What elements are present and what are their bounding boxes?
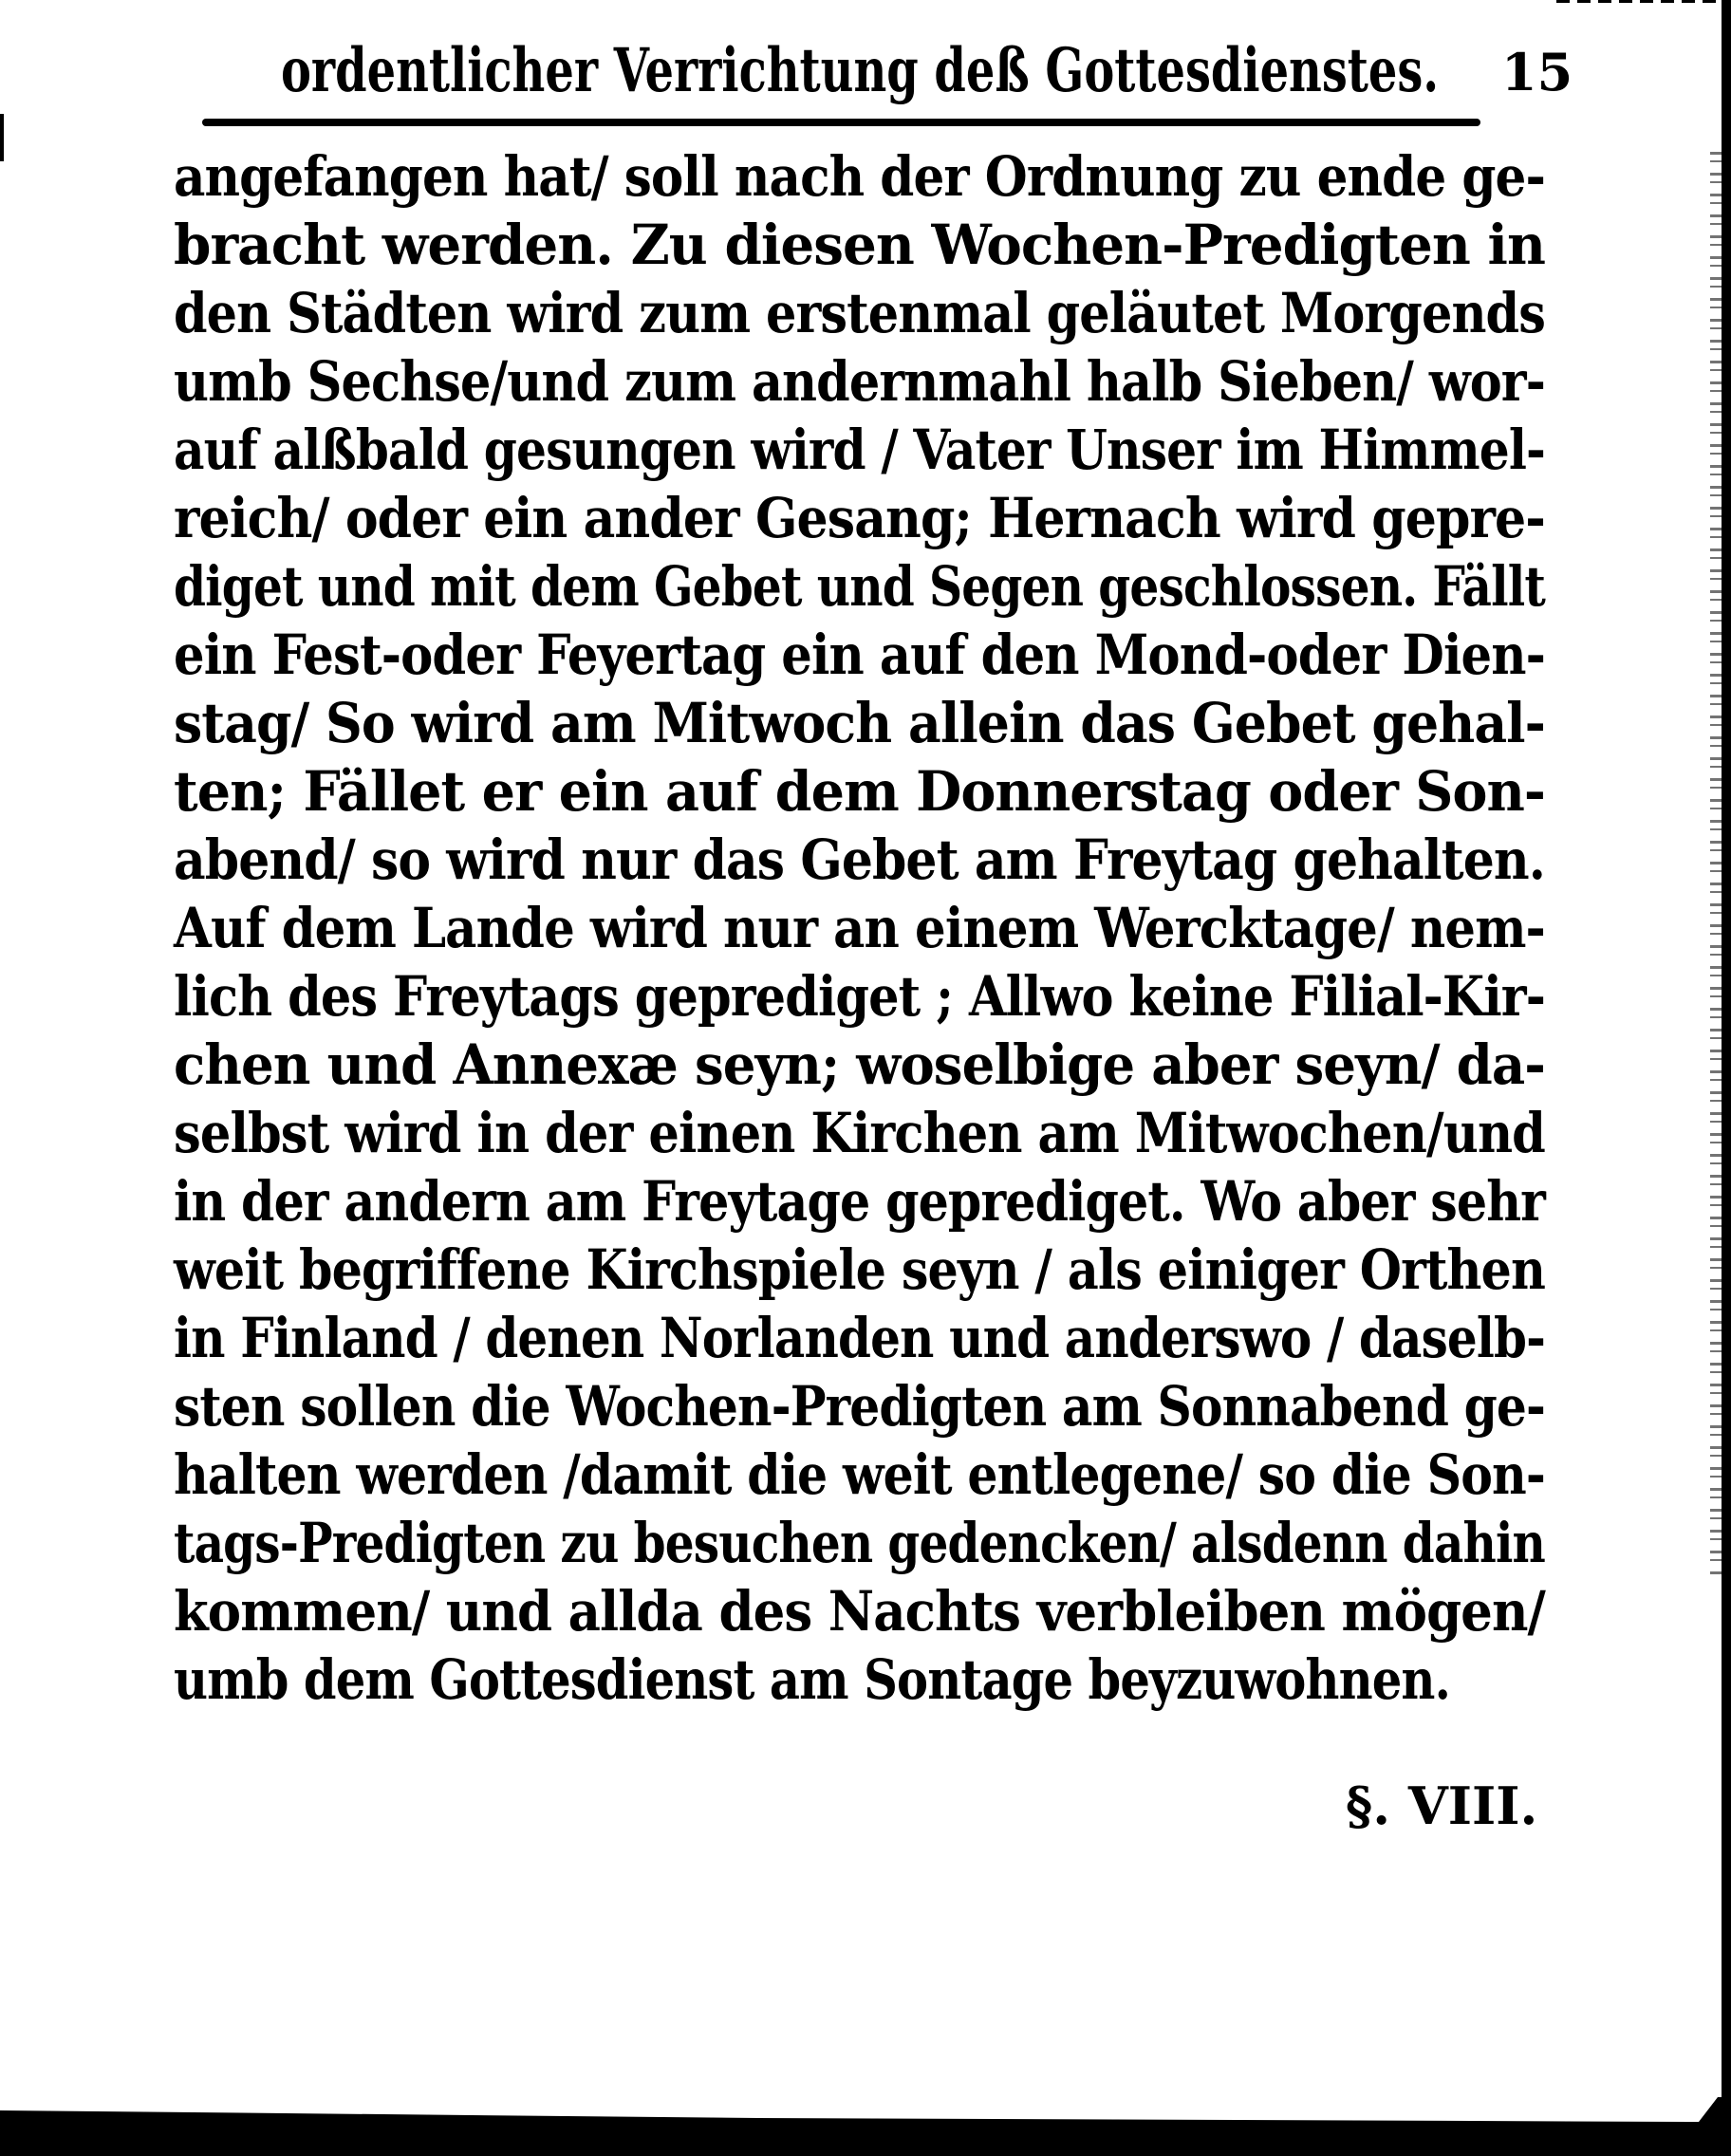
text-line	[174, 1236, 1545, 1304]
body-text	[174, 142, 1545, 1714]
line-text: angefangen hat/ soll nach der Ordnung zu ende ge-	[174, 144, 1545, 209]
text-line	[174, 1031, 1545, 1099]
running-head	[281, 36, 1439, 106]
scan-edge-noise-right	[1710, 152, 1722, 1575]
line-text: umb dem Gottesdienst am Sontage beyzuwohnen.	[174, 1647, 1450, 1712]
text-line	[174, 1372, 1545, 1440]
line-text: chen und Annexæ seyn; woselbige aber seyn/ da-	[174, 1032, 1545, 1097]
text-line	[174, 962, 1545, 1031]
running-head-text: ordentlicher Verrichtung deß Gottesdienstes.	[281, 35, 1439, 106]
line-text: in der andern am Freytage geprediget. Wo aber sehr	[174, 1169, 1545, 1234]
text-line	[174, 552, 1545, 621]
line-text: abend/ so wird nur das Gebet am Freytag gehalten.	[174, 827, 1545, 892]
scan-edge-bottom	[0, 2097, 1731, 2156]
scan-edge-noise-top	[1556, 0, 1731, 3]
line-text: ein Fest-oder Feyertag ein auf den Mond-oder Dien-	[174, 623, 1545, 687]
text-line	[174, 1509, 1545, 1577]
text-line	[174, 347, 1545, 416]
text-line	[174, 142, 1545, 211]
scan-edge-mark-left	[0, 114, 4, 161]
line-text: ten; Fället er ein auf dem Donnerstag oder Son-	[174, 759, 1545, 824]
line-text: auf alßbald gesungen wird / Vater Unser im Himmel-	[174, 418, 1545, 482]
text-line	[174, 484, 1545, 552]
line-text: lich des Freytags geprediget ; Allwo keine Filial-Kir-	[174, 964, 1545, 1029]
line-text: halten werden /damit die weit entlegene/ so die Son-	[174, 1442, 1545, 1507]
line-text: Auf dem Lande wird nur an einem Wercktage/ nem-	[174, 896, 1545, 960]
text-line	[174, 1167, 1545, 1236]
line-text: stag/ So wird am Mitwoch allein das Gebet gehal-	[174, 691, 1545, 755]
text-line	[174, 1577, 1545, 1645]
catchword: §. VIII.	[1346, 1775, 1538, 1836]
text-line	[174, 621, 1545, 689]
page-number: 15	[1501, 42, 1573, 102]
line-text: in Finland / denen Norlanden und anderswo / daselb-	[174, 1306, 1545, 1370]
line-text: den Städten wird zum erstenmal geläutet Morgends	[174, 281, 1545, 345]
text-line	[174, 211, 1545, 279]
text-line	[174, 279, 1545, 347]
line-text: umb Sechse/und zum andernmahl halb Sieben/ wor-	[174, 349, 1545, 414]
line-text: bracht werden. Zu diesen Wochen-Predigten in	[174, 213, 1545, 277]
line-text: diget und mit dem Gebet und Segen geschlossen. Fällt	[174, 554, 1545, 619]
line-text: kommen/ und allda des Nachts verbleiben mögen/	[174, 1579, 1545, 1644]
scan-edge-right	[1722, 0, 1731, 2156]
line-text: selbst wird in der einen Kirchen am Mitwochen/und	[174, 1101, 1545, 1165]
text-line	[174, 1099, 1545, 1167]
header-rule	[202, 119, 1480, 126]
text-line	[174, 1440, 1545, 1509]
line-text: sten sollen die Wochen-Predigten am Sonnabend ge-	[174, 1374, 1545, 1439]
line-text: reich/ oder ein ander Gesang; Hernach wird gepre-	[174, 486, 1545, 550]
text-line	[174, 1645, 1545, 1714]
text-line	[174, 1304, 1545, 1372]
text-line	[174, 826, 1545, 894]
line-text: tags-Predigten zu besuchen gedencken/ alsdenn dahin	[174, 1511, 1545, 1575]
text-line	[174, 689, 1545, 757]
text-line	[174, 416, 1545, 484]
line-text: weit begriffene Kirchspiele seyn / als einiger Orthen	[174, 1237, 1545, 1302]
text-line	[174, 894, 1545, 962]
text-line	[174, 757, 1545, 826]
